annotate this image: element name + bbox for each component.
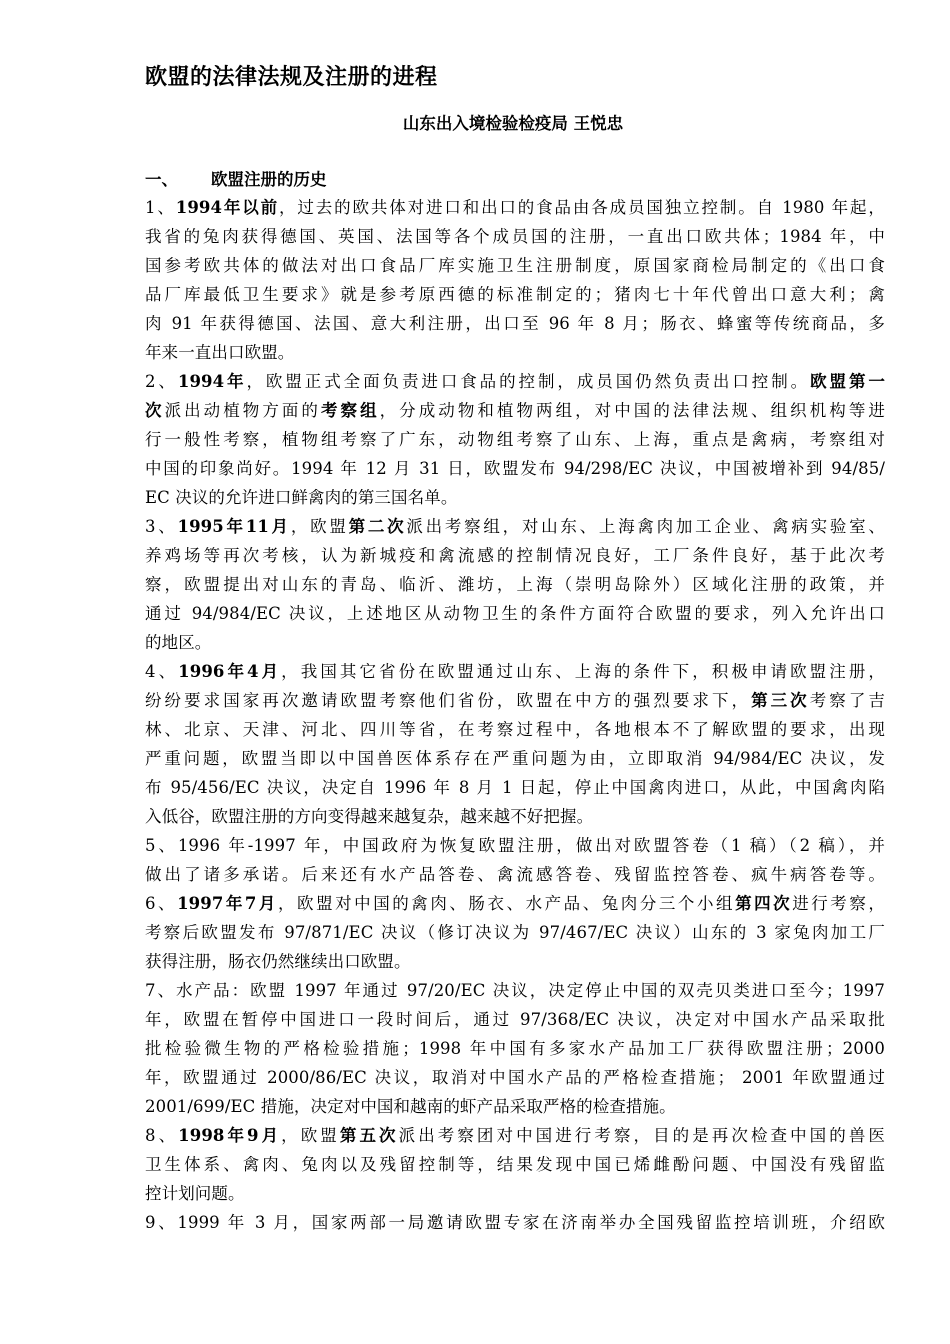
text-run: 8、 [145,1126,179,1145]
text-run: 7、水产品：欧盟 1997 年通过 97/20/EC 决议，决定停止中国的双壳贝类进口至今；1997 [145,981,885,1000]
document-title: 欧盟的法律法规及注册的进程 [145,64,438,90]
text-line [145,193,885,222]
text-line [145,483,885,512]
text-line [145,628,885,657]
text-line-content [145,367,885,396]
text-line-content [145,1208,885,1237]
text-line [145,802,885,831]
text-line [145,831,885,860]
text-line-content [145,1184,245,1203]
text-line-content [145,541,885,570]
text-line-content [145,454,885,483]
text-run: 获得注册，肠衣仍然继续出口欧盟。 [145,952,411,971]
text-line-content [145,280,885,309]
bold-text: 1997年7月 [177,894,278,913]
text-line-content [145,1150,885,1179]
text-line [145,1092,885,1121]
text-run: 年，欧盟在暂停中国进口一段时间后，通过 97/368/EC 决议，决定对中国水产品采取批 [145,1010,885,1029]
bold-text: 考察组 [320,401,380,420]
text-line-content [145,773,885,802]
text-run: 肉 91 年获得德国、法国、意大利注册，出口至 96 年 8 月；肠衣、蜂蜜等传统商品，多 [145,314,885,333]
text-line-content [145,744,885,773]
text-line [145,541,885,570]
section-number: 一、 [145,170,178,189]
text-run: 国参考欧共体的做法对出口食品厂库实施卫生注册制度，原国家商检局制定的《出口食 [145,256,885,275]
text-line-content [145,396,885,425]
text-line [145,338,885,367]
text-run: 通过 94/984/EC 决议，上述地区从动物卫生的条件方面符合欧盟的要求，列入允许出口 [145,604,885,623]
bold-text: 欧盟第一 [810,372,885,391]
text-line-content [145,1121,885,1150]
text-run: 的地区。 [145,633,212,652]
bold-text: 1995年11月 [177,517,291,536]
text-line [145,454,885,483]
bold-text: 第三次 [751,691,810,710]
text-line-content [145,488,457,507]
text-line [145,1063,885,1092]
text-run: 6、 [145,894,178,913]
text-line [145,599,885,628]
bold-text: 第五次 [339,1126,399,1145]
text-line-content [145,952,411,971]
text-run: EC 决议的允许进口鲜禽肉的第三国名单。 [145,488,458,507]
text-run: 入低谷，欧盟注册的方向变得越来越复杂，越来越不好把握。 [145,807,594,826]
text-run: ，欧盟正式全面负责进口食品的控制，成员国仍然负责出口控制。 [246,372,811,391]
text-line-content [145,633,211,652]
text-line [145,309,885,338]
text-run: 中国的印象尚好。1994 年 12 月 31 日，欧盟发布 94/298/EC 决议，中国被增补到 94/85/ [145,459,885,478]
text-line-content [145,222,885,251]
text-line [145,367,885,396]
bold-text: 第二次 [348,517,407,536]
text-line [145,570,885,599]
text-line [145,396,885,425]
text-line [145,1034,885,1063]
text-run: 年来一直出口欧盟。 [145,343,295,362]
text-line-content [145,715,885,744]
text-line [145,280,885,309]
text-line-content [145,1063,885,1092]
text-line-content [145,657,885,686]
text-run: 9、1999 年 3 月，国家两部一局邀请欧盟专家在济南举办全国残留监控培训班，介绍欧 [145,1213,885,1232]
text-run: 1、 [145,198,176,217]
text-run: 2001/699/EC 措施，决定对中国和越南的虾产品采取严格的检查措施。 [145,1097,676,1116]
text-run: 派出考察团对中国进行考察，目的是再次检查中国的兽医 [398,1126,885,1145]
text-run: ，欧盟 [281,1126,340,1145]
text-line [145,1121,885,1150]
text-line-content [145,193,885,222]
text-run: 考察了吉 [809,691,885,710]
text-line [145,512,885,541]
text-run: 严重问题，欧盟当即以中国兽医体系存在严重问题为由，立即取消 94/984/EC 决议，发 [145,749,885,768]
text-run: 纷纷要求国家再次邀请欧盟考察他们省份，欧盟在中方的强烈要求下， [145,691,752,710]
text-run: 2、 [145,372,178,391]
text-line-content [145,1034,885,1063]
text-run: 批检验微生物的严格检验措施；1998 年中国有多家水产品加工厂获得欧盟注册；2000 [145,1039,885,1058]
section-heading [145,166,327,190]
text-line-content [145,889,885,918]
text-line [145,889,885,918]
text-run: 5、1996 年-1997 年，中国政府为恢复欧盟注册，做出对欧盟答卷（1 稿）（2 稿），并 [145,836,885,855]
text-run: 布 95/456/EC 决议，决定自 1996 年 8 月 1 日起，停止中国禽肉进口，从此，中国禽肉陷 [145,778,885,797]
text-run: 做出了诸多承诺。后来还有水产品答卷、禽流感答卷、残留监控答卷、疯牛病答卷等。 [145,865,885,884]
text-run: 进行考察， [792,894,885,913]
document-body [145,193,885,1237]
text-run: 行一般性考察，植物组考察了广东，动物组考察了山东、上海，重点是禽病，考察组对 [145,430,885,449]
text-line-content [145,512,885,541]
text-line-content [145,599,885,628]
text-run: 4、 [145,662,179,681]
text-run: ，欧盟对中国的禽肉、肠衣、水产品、兔肉分三个小组 [277,894,736,913]
text-line [145,1005,885,1034]
text-line [145,425,885,454]
text-line-content [145,807,593,826]
bold-text: 1994年以前 [175,198,279,217]
text-line-content [145,918,885,947]
text-run: 我省的兔肉获得德国、英国、法国等各个成员国的注册，一直出口欧共体；1984 年，中 [145,227,885,246]
bold-text: 1996年4月 [178,662,282,681]
text-line-content [145,831,885,860]
text-run: 养鸡场等再次考核，认为新城疫和禽流感的控制情况良好，工厂条件良好，基于此次考 [145,546,885,565]
text-line [145,918,885,947]
text-line-content [145,343,294,362]
text-line-content [145,1005,885,1034]
text-line [145,947,885,976]
text-line [145,1208,885,1237]
text-run: 林、北京、天津、河北、四川等省，在考察过程中，各地根本不了解欧盟的要求，出现 [145,720,885,739]
text-line-content [145,570,885,599]
text-run: ，我国其它省份在欧盟通过山东、上海的条件下，积极申请欧盟注册， [281,662,886,681]
bold-text: 1998年9月 [178,1126,282,1145]
text-line [145,976,885,1005]
text-run: 品厂库最低卫生要求》就是参考原西德的标准制定的；猪肉七十年代曾出口意大利；禽 [145,285,885,304]
text-line-content [145,686,885,715]
text-line-content [145,309,885,338]
text-run: ，分成动物和植物两组，对中国的法律法规、组织机构等进 [379,401,885,420]
text-line [145,773,885,802]
text-run: 派出动植物方面的 [164,401,321,420]
text-line [145,686,885,715]
text-run: 卫生体系、禽肉、兔肉以及残留控制等，结果发现中国已烯雌酚问题、中国没有残留监 [145,1155,885,1174]
text-line [145,657,885,686]
bold-text: 1994年 [177,372,247,391]
text-run: 3、 [145,517,178,536]
text-line [145,715,885,744]
document-author: 山东出入境检验检疫局 王悦忠 [402,114,624,133]
text-line [145,1179,885,1208]
text-line [145,1150,885,1179]
text-line-content [145,251,885,280]
text-run: ，过去的欧共体对进口和出口的食品由各成员国独立控制。自 1980 年起， [278,198,885,217]
text-line-content [145,860,885,889]
text-run: 年，欧盟通过 2000/86/EC 决议，取消对中国水产品的严格检查措施； 2001 年欧盟通过 [145,1068,885,1087]
text-line-content [145,1097,676,1116]
text-run: 派出考察组，对山东、上海禽肉加工企业、禽病实验室、 [406,517,885,536]
bold-text: 次 [145,401,165,420]
section-title: 欧盟注册的历史 [211,170,327,189]
text-run: 考察后欧盟发布 97/871/EC 决议（修订决议为 97/467/EC 决议）山东的 3 家兔肉加工厂 [145,923,885,942]
text-line [145,860,885,889]
text-line-content [145,976,885,1005]
text-line-content [145,425,885,454]
text-run: 控计划问题。 [145,1184,245,1203]
bold-text: 第四次 [735,894,793,913]
text-line [145,222,885,251]
text-line [145,251,885,280]
text-run: 察，欧盟提出对山东的青岛、临沂、潍坊，上海（崇明岛除外）区域化注册的政策，并 [145,575,885,594]
text-run: ，欧盟 [290,517,349,536]
text-line [145,744,885,773]
